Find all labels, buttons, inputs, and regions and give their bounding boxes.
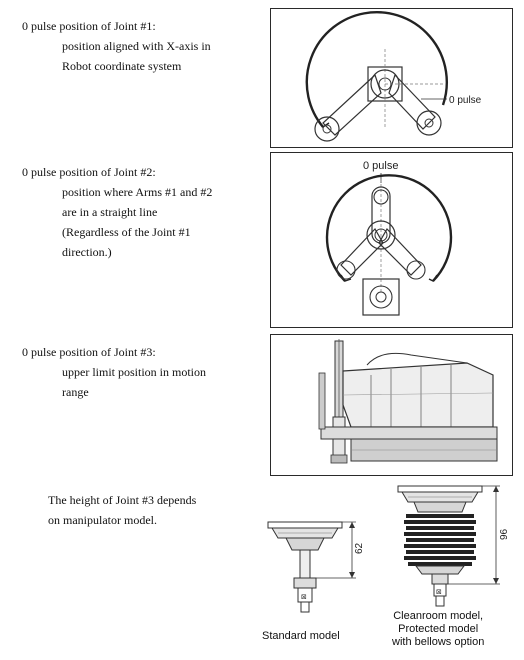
joint2-line-3: (Regardless of the Joint #1 bbox=[62, 225, 191, 239]
bellows-icon bbox=[404, 514, 476, 566]
joint2-zero-pulse-label: 0 pulse bbox=[363, 160, 399, 172]
joint1-line-1: position aligned with X-axis in bbox=[62, 39, 211, 53]
joint3-line-2: range bbox=[62, 385, 89, 399]
joint2-line-2: are in a straight line bbox=[62, 205, 158, 219]
joint1-figure bbox=[270, 8, 513, 148]
joint2-diagram bbox=[271, 153, 512, 327]
height-note-line-1: The height of Joint #3 depends bbox=[48, 493, 197, 507]
cleanroom-model-caption bbox=[392, 610, 484, 649]
joint3-line-1: upper limit position in motion bbox=[62, 365, 206, 379]
joint1-line-2: Robot coordinate system bbox=[62, 59, 182, 73]
height-note bbox=[48, 490, 196, 530]
joint1-diagram bbox=[271, 9, 512, 147]
joint3-description bbox=[22, 342, 206, 402]
cleanroom-caption-line-1: Cleanroom model, bbox=[393, 610, 484, 622]
joint3-figure bbox=[270, 334, 513, 476]
joint1-description bbox=[22, 16, 211, 76]
joint2-line-4: direction.) bbox=[62, 245, 112, 259]
cleanroom-model-dimension: 96 bbox=[499, 528, 510, 540]
height-note-line-2: on manipulator model. bbox=[48, 513, 157, 527]
joint2-line-1: position where Arms #1 and #2 bbox=[62, 185, 213, 199]
cleanroom-caption-line-3: with bellows option bbox=[392, 636, 485, 648]
joint2-title: 0 pulse position of Joint #2: bbox=[22, 165, 156, 179]
standard-model-dimension: 62 bbox=[354, 542, 365, 554]
joint2-description bbox=[22, 162, 212, 262]
joint2-figure bbox=[270, 152, 513, 328]
standard-model-figure bbox=[258, 508, 368, 638]
cleanroom-caption-line-2: Protected model bbox=[398, 623, 479, 635]
joint3-robot-side-view bbox=[271, 335, 512, 475]
joint1-zero-pulse-label: 0 pulse bbox=[449, 95, 482, 106]
svg-text:⊠: ⊠ bbox=[436, 588, 442, 596]
cleanroom-model-figure bbox=[386, 478, 516, 608]
standard-model-caption: Standard model bbox=[262, 630, 340, 642]
joint1-title: 0 pulse position of Joint #1: bbox=[22, 19, 156, 33]
joint3-title: 0 pulse position of Joint #3: bbox=[22, 345, 156, 359]
svg-text:⊠: ⊠ bbox=[301, 593, 307, 601]
